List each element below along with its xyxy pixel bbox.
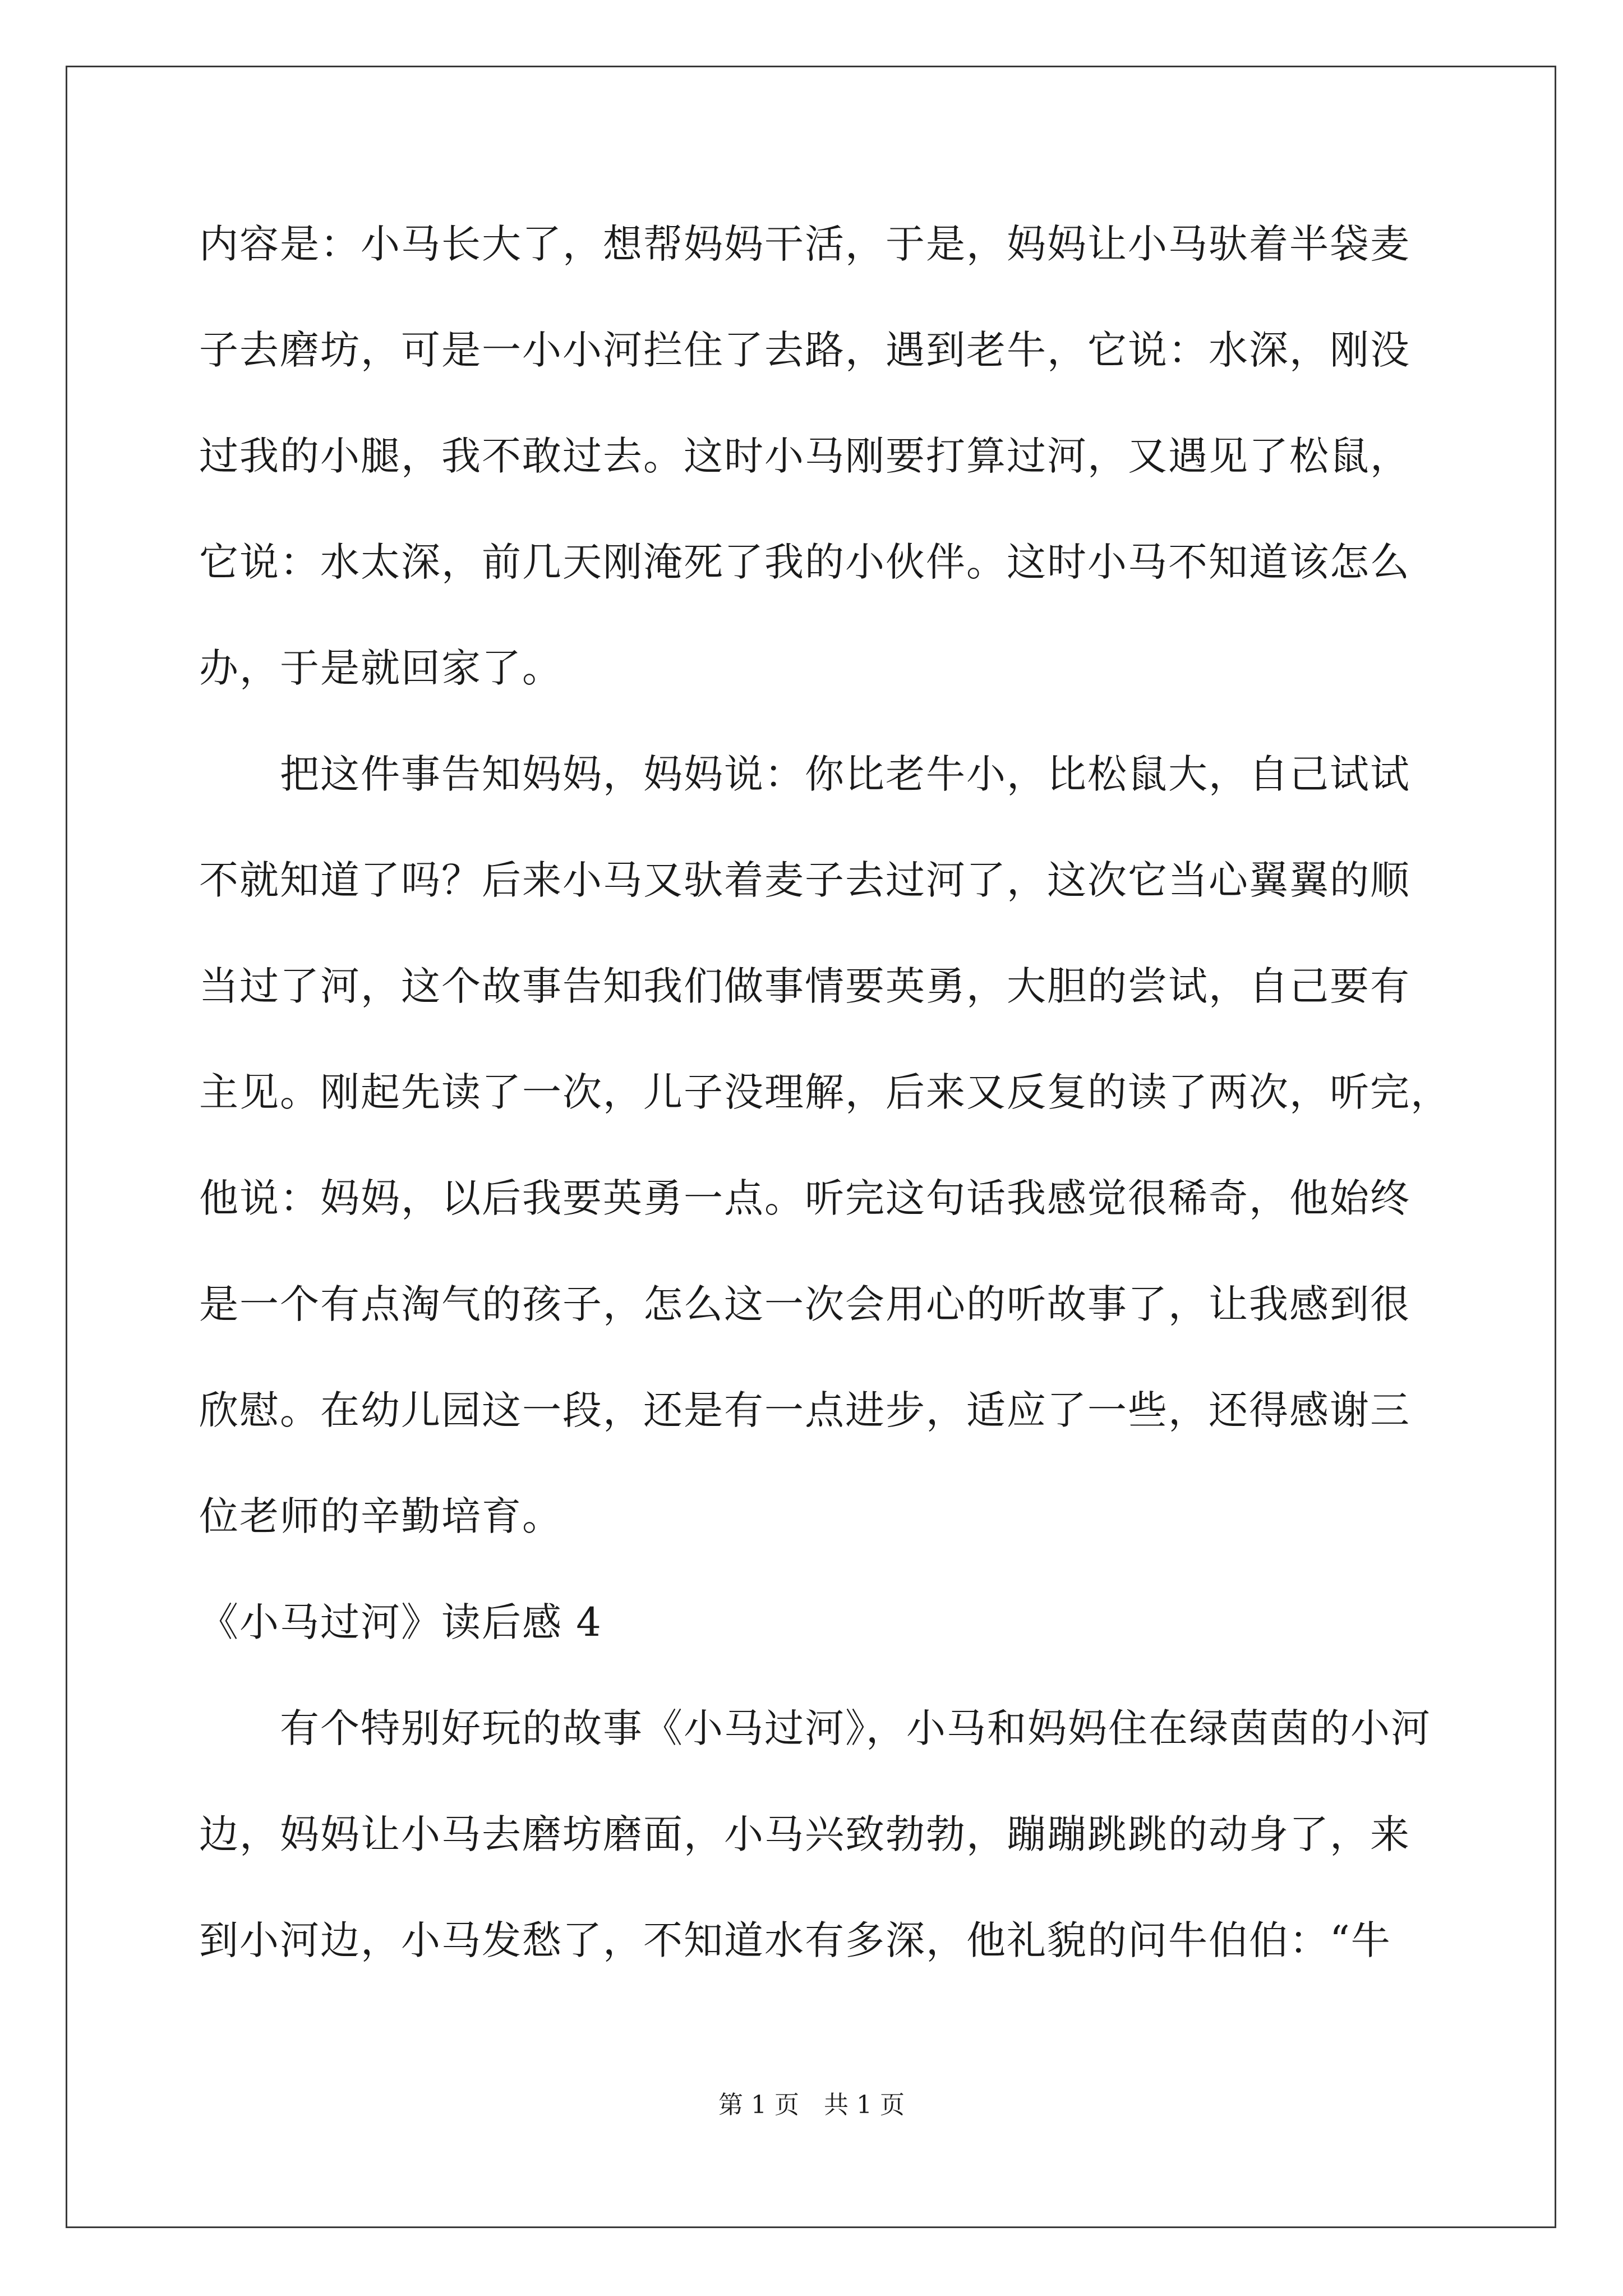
text-line: 它说：水太深，前几天刚淹死了我的小伙伴。这时小马不知道该怎么 — [199, 539, 1410, 585]
page-total: 共 1 页 — [824, 2091, 905, 2119]
text-line: 欣慰。在幼儿园这一段，还是有一点进步，适应了一些，还得感谢三 — [199, 1387, 1410, 1433]
text-line: 有个特别好玩的故事《小马过河》，小马和妈妈住在绿茵茵的小河 — [199, 1705, 1431, 1751]
document-body — [199, 213, 1455, 2016]
text-line: 过我的小腿，我不敢过去。这时小马刚要打算过河，又遇见了松鼠， — [199, 433, 1410, 479]
text-line: 办，于是就回家了。 — [199, 645, 562, 691]
text-line: 不就知道了吗？后来小马又驮着麦子去过河了，这次它当心翼翼的顺 — [199, 857, 1410, 903]
page-number: 第 1 页 — [718, 2091, 799, 2119]
text-line: 到小河边，小马发愁了，不知道水有多深，他礼貌的问牛伯伯：“牛 — [199, 1917, 1391, 1963]
text-line: 他说：妈妈，以后我要英勇一点。听完这句话我感觉很稀奇，他始终 — [199, 1175, 1410, 1221]
section-heading: 《小马过河》读后感 4 — [199, 1599, 602, 1645]
text-line: 位老师的辛勤培育。 — [199, 1493, 562, 1539]
text-line: 边，妈妈让小马去磨坊磨面，小马兴致勃勃，蹦蹦跳跳的动身了，来 — [199, 1811, 1410, 1857]
text-line: 内容是：小马长大了，想帮妈妈干活，于是，妈妈让小马驮着半袋麦 — [199, 221, 1410, 267]
page-footer — [0, 2088, 1623, 2122]
text-line: 是一个有点淘气的孩子，怎么这一次会用心的听故事了，让我感到很 — [199, 1281, 1410, 1327]
text-line: 子去磨坊，可是一小小河拦住了去路，遇到老牛，它说：水深，刚没 — [199, 327, 1410, 373]
text-line: 当过了河，这个故事告知我们做事情要英勇，大胆的尝试，自己要有 — [199, 963, 1410, 1009]
text-line: 把这件事告知妈妈，妈妈说：你比老牛小，比松鼠大，自己试试 — [199, 751, 1410, 797]
text-line: 主见。刚起先读了一次，儿子没理解，后来又反复的读了两次，听完， — [199, 1069, 1451, 1115]
